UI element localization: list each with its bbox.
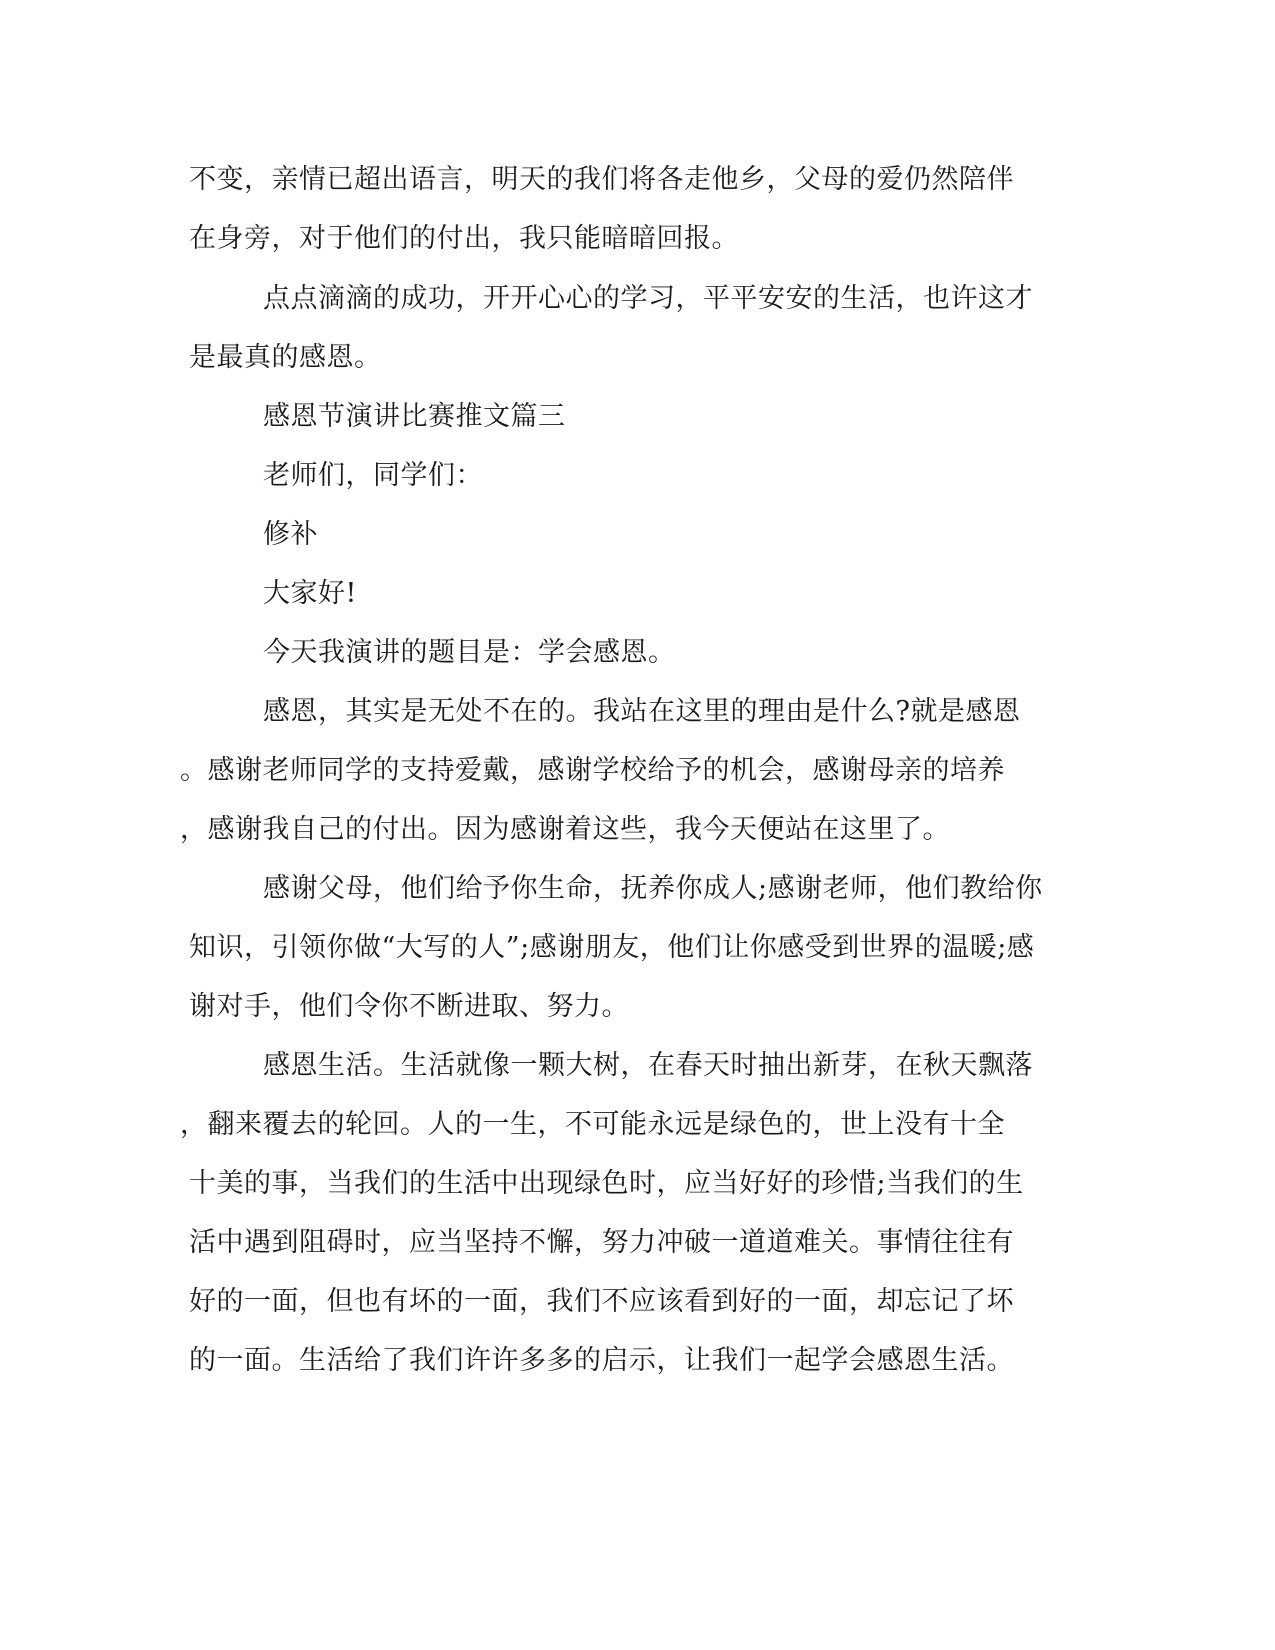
text-line: 大家好! [263,578,357,609]
text-line: 是最真的感恩。 [189,342,382,373]
text-line: 感恩，其实是无处不在的。我站在这里的理由是什么?就是感恩 [263,696,1021,727]
text-line: 活中遇到阻碍时，应当坚持不懈，努力冲破一道道难关。事情往往有 [189,1227,1014,1258]
text-line: 感恩生活。生活就像一颗大树，在春天时抽出新芽，在秋天飘落 [263,1050,1033,1081]
text-line: 好的一面，但也有坏的一面，我们不应该看到好的一面，却忘记了坏 [189,1286,1014,1317]
text-line: 修补 [263,519,318,550]
text-line: 在身旁，对于他们的付出，我只能暗暗回报。 [189,223,739,254]
text-line: 点点滴滴的成功，开开心心的学习，平平安安的生活，也许这才 [263,283,1033,314]
text-line: 十美的事，当我们的生活中出现绿色时，应当好好的珍惜;当我们的生 [189,1168,1024,1199]
text-line: 今天我演讲的题目是：学会感恩。 [263,637,676,668]
text-line: 。感谢老师同学的支持爱戴，感谢学校给予的机会，感谢母亲的培养 [180,755,1005,786]
text-line: ，感谢我自己的付出。因为感谢着这些，我今天便站在这里了。 [180,814,950,845]
text-line: 老师们，同学们： [263,460,483,491]
text-line: 感谢父母，他们给予你生命，抚养你成人;感谢老师，他们教给你 [263,873,1043,904]
text-line: 知识，引领你做“大写的人”;感谢朋友，他们让你感受到世界的温暖;感 [189,932,1035,963]
text-line: ，翻来覆去的轮回。人的一生，不可能永远是绿色的，世上没有十全 [180,1109,1005,1140]
text-line: 不变，亲情已超出语言，明天的我们将各走他乡，父母的爱仍然陪伴 [189,164,1014,195]
text-line: 谢对手，他们令你不断进取、努力。 [189,991,629,1022]
text-line: 的一面。生活给了我们许许多多的启示，让我们一起学会感恩生活。 [189,1345,1014,1376]
section-heading: 感恩节演讲比赛推文篇三 [263,401,566,432]
